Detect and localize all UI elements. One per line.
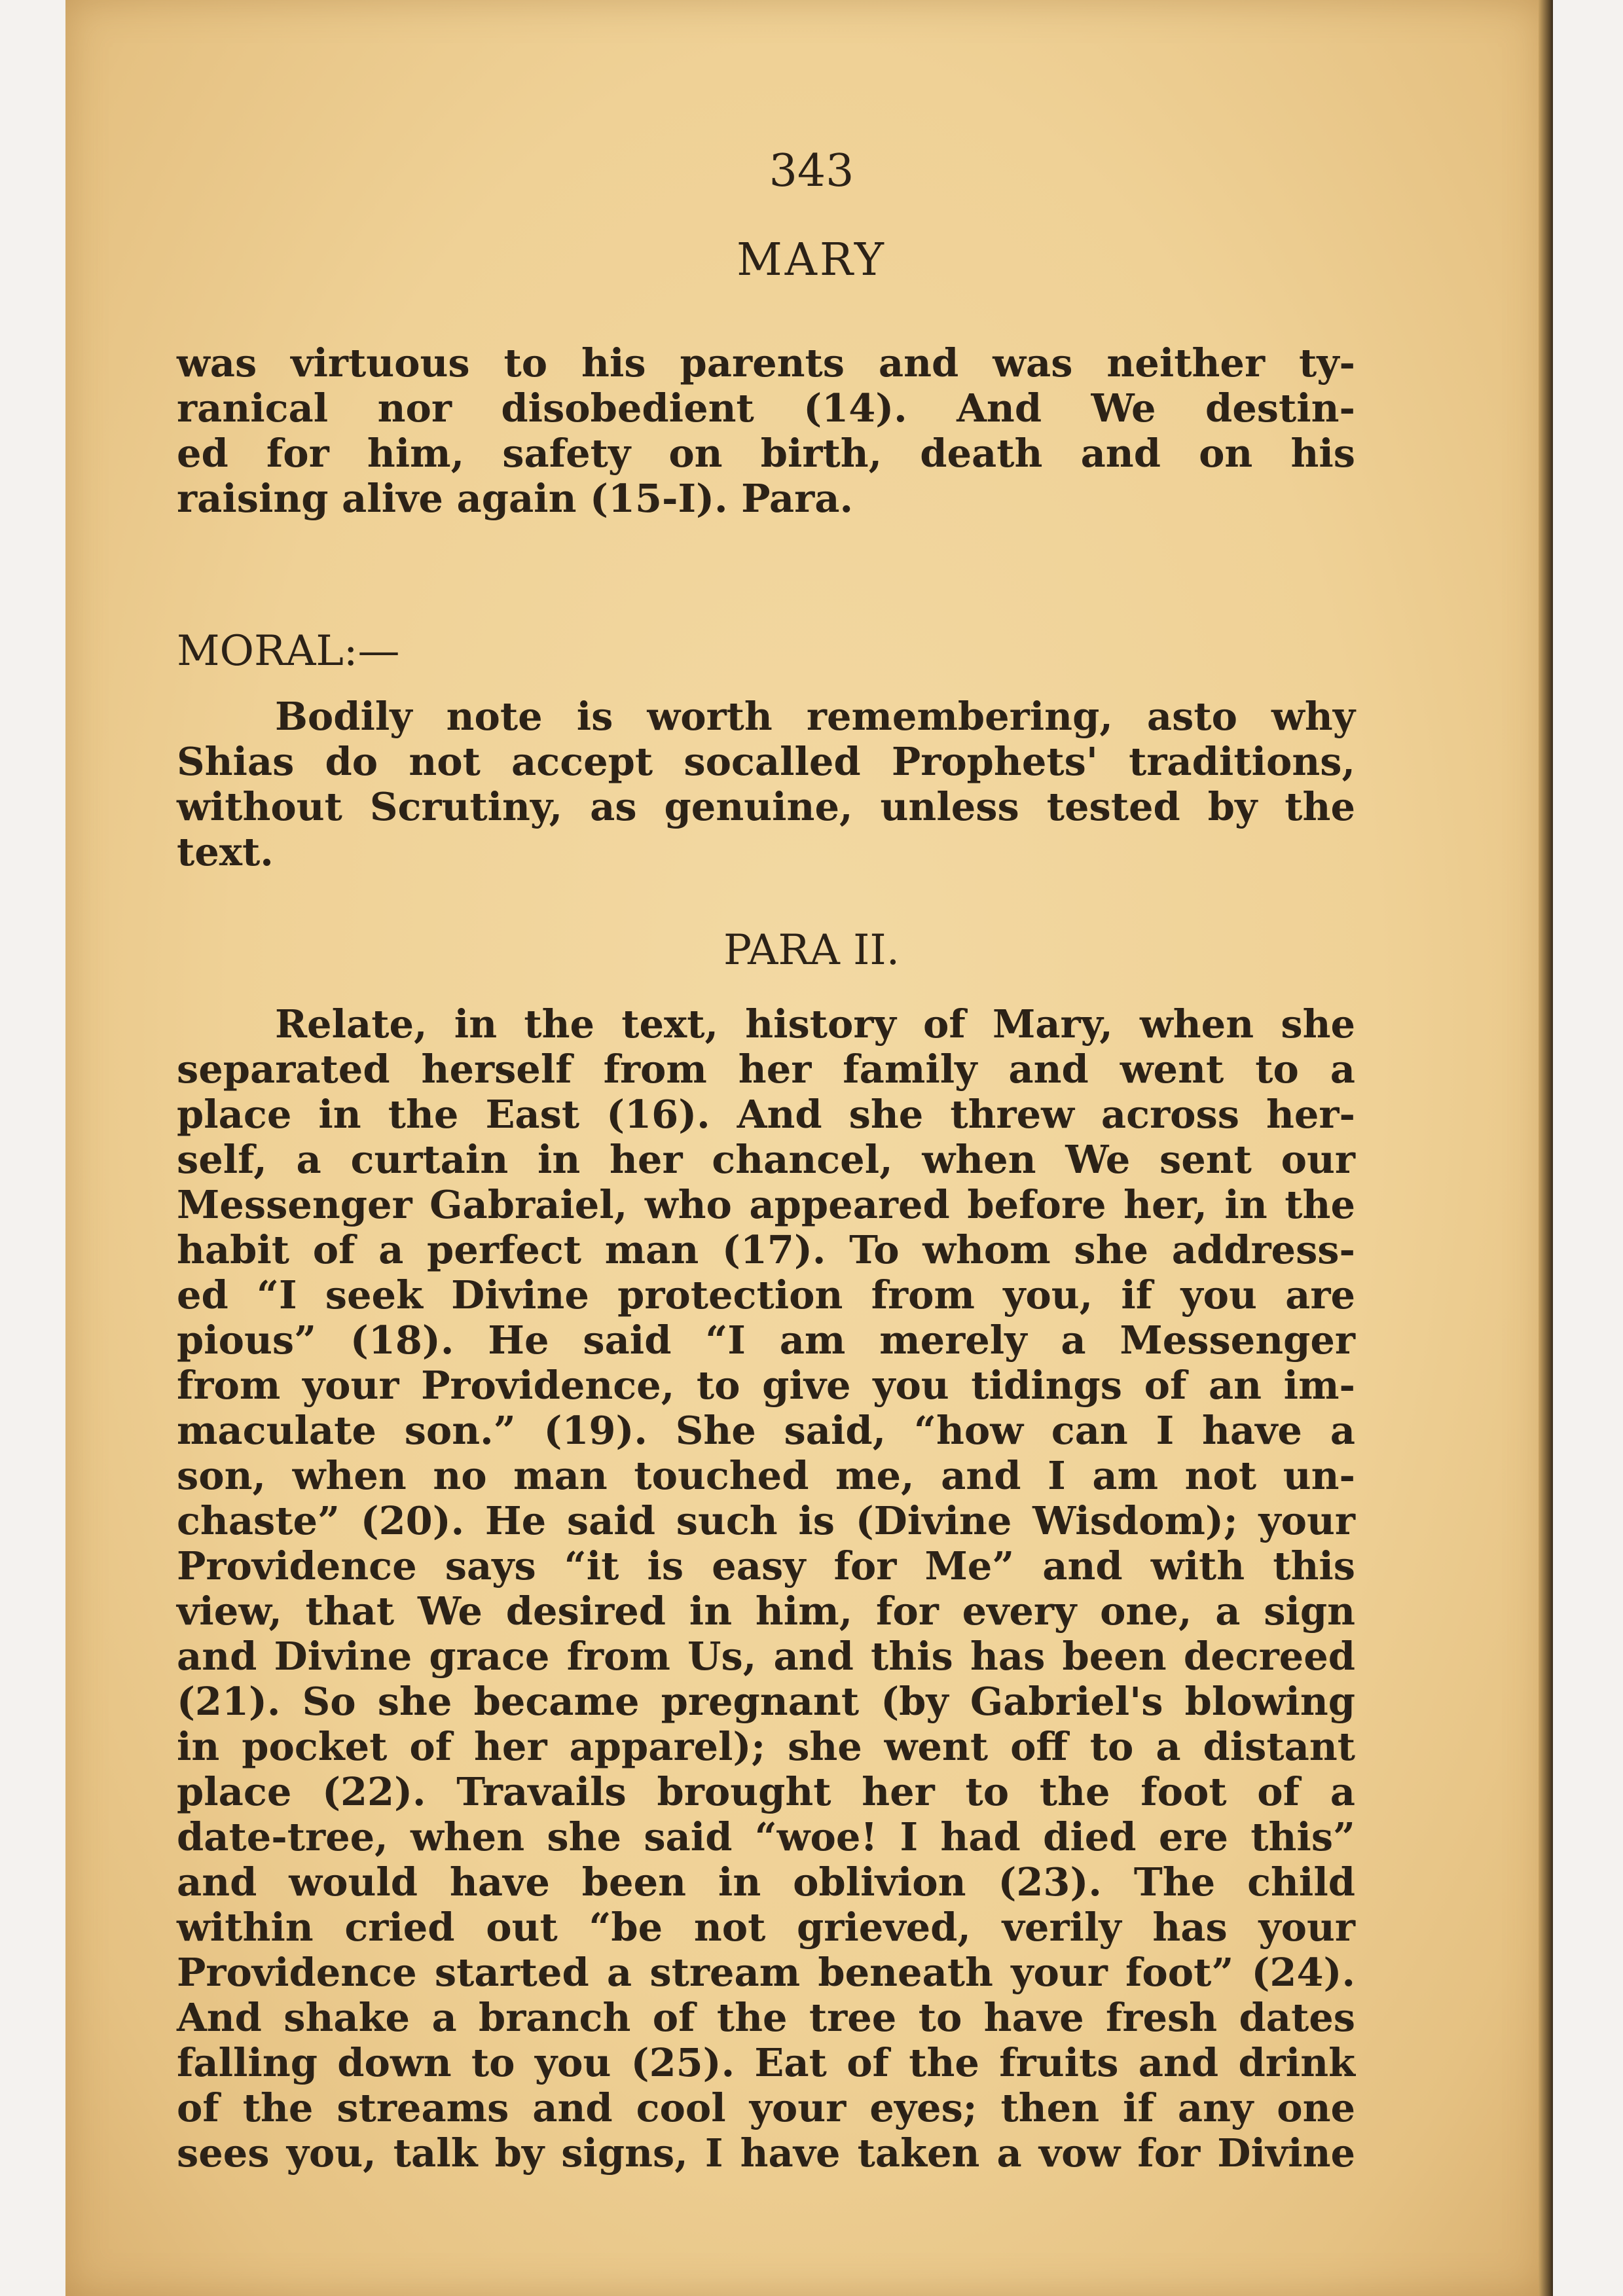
moral-heading: MORAL:—	[177, 627, 400, 675]
text-line: Bodily note is worth remembering, asto why	[275, 694, 1355, 739]
text-line: Providence says “it is easy for Me” and with this	[177, 1543, 1355, 1588]
text-line: chaste” (20). He said such is (Divine Wisdom); your	[177, 1498, 1355, 1543]
text-line: Providence started a stream beneath your foot” (24).	[177, 1950, 1355, 1995]
text-line: ranical nor disobedient (14). And We destin-	[177, 386, 1355, 431]
text-line: place (22). Travails brought her to the foot of a	[177, 1769, 1355, 1814]
text-line: raising alive again (15-I). Para.	[177, 476, 853, 521]
page-number: 343	[769, 145, 854, 197]
page-edge-shadow	[1539, 0, 1553, 2296]
text-line: was virtuous to his parents and was neither ty-	[177, 340, 1355, 386]
text-line: and Divine grace from Us, and this has been decreed	[177, 1634, 1355, 1679]
running-title: MARY	[737, 234, 886, 286]
text-line: within cried out “be not grieved, verily has your	[177, 1905, 1355, 1950]
moral-paragraph	[177, 694, 1355, 874]
text-line: sees you, talk by signs, I have taken a vow for Divine	[177, 2130, 1355, 2176]
text-line: (21). So she became pregnant (by Gabriel's blowing	[177, 1679, 1355, 1724]
text-line: from your Providence, to give you tidings of an im-	[177, 1363, 1355, 1408]
text-line: son, when no man touched me, and I am not un-	[177, 1453, 1355, 1498]
text-line: without Scrutiny, as genuine, unless tested by the	[177, 784, 1355, 829]
text-line: Relate, in the text, history of Mary, when she	[275, 1001, 1355, 1047]
main-paragraph	[177, 1001, 1355, 2176]
text-line: Shias do not accept socalled Prophets' traditions,	[177, 739, 1355, 784]
text-line: ed “I seek Divine protection from you, if you are	[177, 1272, 1355, 1318]
text-line: pious” (18). He said “I am merely a Messenger	[177, 1318, 1355, 1363]
opening-paragraph	[177, 340, 1355, 521]
text-line: in pocket of her apparel); she went off to a distant	[177, 1724, 1355, 1769]
text-line: view, that We desired in him, for every one, a sign	[177, 1588, 1355, 1634]
text-line: date-tree, when she said “woe! I had died ere this”	[177, 1814, 1355, 1859]
text-line: separated herself from her family and went to a	[177, 1047, 1355, 1092]
text-line: text.	[177, 829, 274, 874]
text-line: and would have been in oblivion (23). The child	[177, 1859, 1355, 1905]
text-line: maculate son.” (19). She said, “how can I have a	[177, 1408, 1355, 1453]
text-line: falling down to you (25). Eat of the fruits and drink	[177, 2040, 1355, 2085]
section-heading: PARA II.	[723, 926, 900, 975]
text-line: place in the East (16). And she threw across her-	[177, 1092, 1355, 1137]
text-line: ed for him, safety on birth, death and on his	[177, 431, 1355, 476]
text-line: of the streams and cool your eyes; then if any one	[177, 2085, 1355, 2130]
text-line: Messenger Gabraiel, who appeared before her, in the	[177, 1182, 1355, 1227]
text-line: self, a curtain in her chancel, when We sent our	[177, 1137, 1355, 1182]
text-line: habit of a perfect man (17). To whom she address-	[177, 1227, 1355, 1272]
text-line: And shake a branch of the tree to have fresh dates	[177, 1995, 1355, 2040]
